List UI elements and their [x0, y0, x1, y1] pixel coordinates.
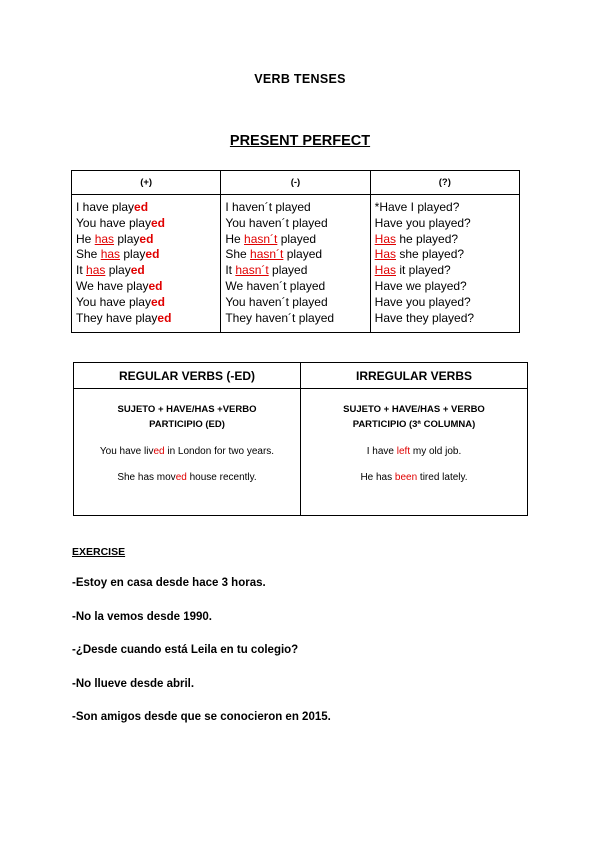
text-segment: They haven´t played	[225, 310, 335, 325]
conjugation-line	[375, 247, 519, 263]
exercise-item: -¿Desde cuando está Leila en tu colegio?	[72, 644, 299, 656]
formula-line: PARTICIPIO (ED)	[149, 419, 225, 430]
conjugation-line	[76, 295, 220, 311]
example-sentence	[74, 446, 300, 457]
text-segment: Have they played?	[374, 310, 475, 325]
affirmative-column	[72, 195, 221, 333]
highlighted-text: hasn´t	[250, 247, 284, 262]
text-segment: She has mov	[117, 472, 176, 483]
highlighted-text: has	[86, 263, 106, 278]
highlighted-text: Has	[374, 247, 396, 262]
conjugation-line	[375, 295, 519, 311]
text-segment: She	[225, 247, 251, 262]
highlighted-text: has	[94, 231, 115, 246]
formula-line: PARTICIPIO (3ª COLUMNA)	[352, 419, 476, 430]
text-segment: Have we played?	[374, 278, 467, 293]
irregular-verbs-header: IRREGULAR VERBS	[301, 363, 528, 389]
formula-line: SUJETO + HAVE/HAS + VERBO	[343, 404, 485, 415]
text-segment: You have liv	[99, 446, 154, 457]
text-segment: He has	[360, 472, 395, 483]
text-segment: my old job.	[410, 446, 462, 457]
exercise-item: -Son amigos desde que se conocieron en 2015.	[72, 711, 331, 723]
irregular-verbs-cell	[301, 389, 528, 516]
highlighted-text: ed	[148, 278, 163, 293]
formula-line: SUJETO + HAVE/HAS +VERBO	[117, 404, 257, 415]
text-segment: house recently.	[186, 472, 257, 483]
page-title: VERB TENSES	[254, 72, 346, 86]
text-segment: He	[225, 231, 245, 246]
text-segment: We haven´t played	[225, 278, 326, 293]
text-segment: It	[76, 263, 87, 278]
question-column	[370, 195, 519, 333]
example-sentence	[301, 472, 527, 483]
regular-formula	[74, 402, 300, 432]
text-segment: We have play	[76, 278, 149, 293]
highlighted-text: ed	[153, 446, 165, 457]
conjugation-line	[76, 311, 220, 327]
exercise-heading: EXERCISE	[72, 546, 126, 558]
highlighted-text: been	[394, 472, 418, 483]
highlighted-text: hasn´t	[235, 263, 269, 278]
highlighted-text: ed	[139, 231, 154, 246]
highlighted-text: ed	[130, 263, 145, 278]
text-segment: played	[283, 247, 323, 262]
text-segment: play	[105, 263, 131, 278]
text-segment: They have play	[76, 310, 158, 325]
exercise-item: -No la vemos desde 1990.	[72, 610, 212, 623]
irregular-formula	[301, 402, 527, 432]
text-segment: He	[76, 231, 95, 246]
conjugation-line	[76, 279, 220, 295]
highlighted-text: ed	[175, 472, 187, 483]
conjugation-line	[76, 232, 220, 248]
conjugation-line	[375, 279, 519, 295]
text-segment: It	[225, 263, 236, 278]
conjugation-line	[375, 311, 519, 327]
text-segment: Have you played?	[374, 215, 471, 230]
negative-column	[221, 195, 370, 333]
conjugation-line	[76, 216, 220, 232]
text-segment: *Have I played?	[374, 200, 460, 214]
text-segment: You have play	[76, 215, 151, 230]
highlighted-text: ed	[150, 215, 165, 230]
conjugation-line	[225, 232, 369, 248]
text-segment: tired lately.	[417, 472, 468, 483]
text-segment: I haven´t played	[225, 200, 311, 214]
text-segment: You have play	[76, 294, 151, 309]
present-perfect-table	[71, 170, 520, 333]
conjugation-line	[225, 200, 369, 216]
conjugation-line	[225, 263, 369, 279]
header-question: (?)	[370, 171, 519, 195]
header-affirmative: (+)	[72, 171, 221, 195]
text-segment: she played?	[396, 247, 465, 262]
verbs-comparison-table	[73, 362, 528, 516]
conjugation-line	[76, 263, 220, 279]
text-segment: You haven´t played	[225, 294, 328, 309]
highlighted-text: Has	[374, 263, 396, 278]
conjugation-line	[225, 247, 369, 263]
text-segment: She	[76, 247, 101, 262]
conjugation-line	[375, 263, 519, 279]
regular-verbs-header: REGULAR VERBS (-ED)	[74, 363, 301, 389]
text-segment: it played?	[396, 263, 451, 278]
conjugation-line	[225, 295, 369, 311]
conjugation-line	[225, 311, 369, 327]
highlighted-text: ed	[134, 200, 149, 214]
conjugation-line	[375, 216, 519, 232]
exercise-item: -No llueve desde abril.	[72, 677, 195, 690]
example-sentence	[301, 446, 527, 457]
example-sentence	[74, 472, 300, 483]
conjugation-line	[225, 279, 369, 295]
text-segment: play	[114, 231, 140, 246]
text-segment: played	[268, 263, 308, 278]
highlighted-text: ed	[145, 247, 160, 262]
highlighted-text: ed	[150, 294, 165, 309]
exercise-item: -Estoy en casa desde hace 3 horas.	[72, 577, 266, 589]
conjugation-line	[375, 232, 519, 248]
text-segment: Have you played?	[374, 294, 471, 309]
section-title-present-perfect: PRESENT PERFECT	[229, 133, 371, 149]
text-segment: he played?	[396, 231, 459, 246]
text-segment: You haven´t played	[225, 215, 328, 230]
regular-verbs-cell	[74, 389, 301, 516]
highlighted-text: ed	[157, 310, 172, 325]
text-segment: in London for two years.	[164, 446, 275, 457]
text-segment: played	[277, 231, 317, 246]
header-negative: (-)	[221, 171, 370, 195]
conjugation-line	[225, 216, 369, 232]
text-segment: I have play	[76, 200, 135, 214]
conjugation-line	[375, 200, 519, 216]
highlighted-text: left	[396, 446, 411, 457]
conjugation-line	[76, 247, 220, 263]
highlighted-text: hasn´t	[244, 231, 278, 246]
conjugation-line	[76, 200, 220, 216]
exercise-list	[72, 576, 331, 744]
highlighted-text: has	[100, 247, 121, 262]
text-segment: play	[120, 247, 146, 262]
highlighted-text: Has	[374, 231, 396, 246]
text-segment: I have	[366, 446, 397, 457]
